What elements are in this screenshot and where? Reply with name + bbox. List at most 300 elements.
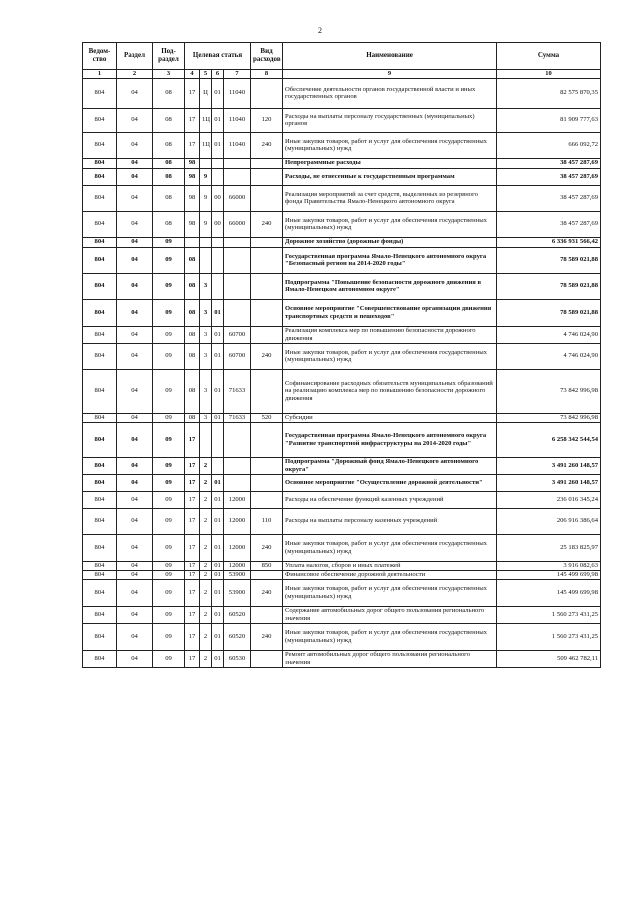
razdel-cell: 04 — [117, 623, 153, 650]
tselevaya-part4-cell: 53900 — [224, 579, 251, 606]
column-number: 2 — [117, 70, 153, 79]
razdel-cell: 04 — [117, 650, 153, 667]
naimenovanie-cell: Расходы на обеспечение функций казенных учреждений — [283, 491, 497, 508]
tselevaya-part3-cell: 01 — [212, 132, 224, 158]
tselevaya-part4-cell: 60700 — [224, 326, 251, 343]
tselevaya-part1-cell: 98 — [185, 168, 200, 185]
vedomstvo-cell: 804 — [83, 343, 117, 369]
vedomstvo-cell: 804 — [83, 491, 117, 508]
podrazdel-cell: 08 — [153, 108, 185, 132]
naimenovanie-cell: Обеспечение деятельности органов государственной власти и иных государственных органов — [283, 78, 497, 108]
vid-raskhodov-cell — [251, 247, 283, 273]
tselevaya-part2-cell: 9 — [200, 168, 212, 185]
table-row — [83, 561, 601, 570]
razdel-cell: 04 — [117, 579, 153, 606]
tselevaya-part2-cell: 3 — [200, 299, 212, 326]
vid-raskhodov-cell: 240 — [251, 132, 283, 158]
table-row — [83, 132, 601, 158]
vid-raskhodov-cell: 240 — [251, 579, 283, 606]
vid-raskhodov-cell — [251, 185, 283, 211]
table-row — [83, 369, 601, 413]
column-number: 3 — [153, 70, 185, 79]
razdel-cell: 04 — [117, 237, 153, 247]
vid-raskhodov-cell — [251, 650, 283, 667]
vid-raskhodov-cell — [251, 606, 283, 623]
podrazdel-cell: 09 — [153, 650, 185, 667]
naimenovanie-cell: Расходы на выплаты персоналу государственных (муниципальных) органов — [283, 108, 497, 132]
column-number: 10 — [497, 70, 601, 79]
naimenovanie-cell: Иные закупки товаров, работ и услуг для обеспечения государственных (муниципальных) нужд — [283, 343, 497, 369]
tselevaya-part4-cell: 66000 — [224, 185, 251, 211]
tselevaya-part2-cell: 2 — [200, 579, 212, 606]
tselevaya-part2-cell: 1Ц — [200, 132, 212, 158]
summa-cell: 145 499 699,98 — [497, 579, 601, 606]
razdel-cell: 04 — [117, 606, 153, 623]
vedomstvo-cell: 804 — [83, 508, 117, 534]
tselevaya-part1-cell: 98 — [185, 185, 200, 211]
vedomstvo-cell: 804 — [83, 273, 117, 299]
tselevaya-part3-cell: 01 — [212, 579, 224, 606]
column-number: 1 — [83, 70, 117, 79]
naimenovanie-cell: Иные закупки товаров, работ и услуг для обеспечения государственных (муниципальных) нужд — [283, 623, 497, 650]
summa-cell: 81 909 777,63 — [497, 108, 601, 132]
vid-raskhodov-cell: 240 — [251, 343, 283, 369]
tselevaya-part3-cell: 01 — [212, 508, 224, 534]
tselevaya-part2-cell: 2 — [200, 561, 212, 570]
tselevaya-part1-cell: 17 — [185, 570, 200, 579]
podrazdel-cell: 09 — [153, 247, 185, 273]
budget-table — [82, 42, 601, 668]
table-row — [83, 650, 601, 667]
naimenovanie-cell: Подпрограмма "Повышение безопасности дорожного движения в Ямало-Ненецком автономном округе" — [283, 273, 497, 299]
tselevaya-part3-cell: 01 — [212, 570, 224, 579]
naimenovanie-cell: Субсидии — [283, 413, 497, 422]
razdel-cell: 04 — [117, 158, 153, 168]
tselevaya-part4-cell: 66000 — [224, 211, 251, 237]
podrazdel-cell: 09 — [153, 623, 185, 650]
summa-cell: 38 457 287,69 — [497, 185, 601, 211]
podrazdel-cell: 08 — [153, 168, 185, 185]
naimenovanie-cell: Содержание автомобильных дорог общего пользования регионального значения — [283, 606, 497, 623]
tselevaya-part4-cell: 53900 — [224, 570, 251, 579]
tselevaya-part1-cell: 17 — [185, 650, 200, 667]
tselevaya-part4-cell — [224, 237, 251, 247]
naimenovanie-cell: Софинансирование расходных обязательств муниципальных образований на реализацию комплекса мер по повышению безопасности дорожного движения — [283, 369, 497, 413]
tselevaya-part1-cell: 17 — [185, 561, 200, 570]
razdel-cell: 04 — [117, 422, 153, 457]
table-row — [83, 343, 601, 369]
summa-cell: 78 589 021,88 — [497, 247, 601, 273]
naimenovanie-cell: Иные закупки товаров, работ и услуг для обеспечения государственных (муниципальных) нужд — [283, 579, 497, 606]
tselevaya-part2-cell: 2 — [200, 650, 212, 667]
tselevaya-part2-cell: 3 — [200, 326, 212, 343]
podrazdel-cell: 09 — [153, 534, 185, 561]
summa-cell: 1 560 273 431,25 — [497, 606, 601, 623]
tselevaya-part1-cell: 08 — [185, 299, 200, 326]
tselevaya-part2-cell — [200, 422, 212, 457]
tselevaya-part3-cell — [212, 168, 224, 185]
header-razdel: Раздел — [117, 43, 153, 70]
tselevaya-part4-cell: 60530 — [224, 650, 251, 667]
tselevaya-part3-cell: 01 — [212, 650, 224, 667]
tselevaya-part1-cell: 17 — [185, 132, 200, 158]
tselevaya-part3-cell: 01 — [212, 326, 224, 343]
tselevaya-part2-cell: 3 — [200, 369, 212, 413]
tselevaya-part3-cell — [212, 457, 224, 474]
tselevaya-part4-cell: 11040 — [224, 132, 251, 158]
table-row — [83, 623, 601, 650]
tselevaya-part3-cell: 01 — [212, 561, 224, 570]
tselevaya-part4-cell — [224, 247, 251, 273]
vid-raskhodov-cell: 240 — [251, 534, 283, 561]
tselevaya-part2-cell: 2 — [200, 474, 212, 491]
naimenovanie-cell: Уплата налогов, сборов и иных платежей — [283, 561, 497, 570]
tselevaya-part1-cell: 98 — [185, 211, 200, 237]
tselevaya-part1-cell: 17 — [185, 534, 200, 561]
tselevaya-part3-cell: 01 — [212, 623, 224, 650]
tselevaya-part4-cell: 12000 — [224, 561, 251, 570]
tselevaya-part2-cell: 3 — [200, 273, 212, 299]
vedomstvo-cell: 804 — [83, 158, 117, 168]
column-number: 9 — [283, 70, 497, 79]
summa-cell: 25 183 825,97 — [497, 534, 601, 561]
tselevaya-part1-cell: 08 — [185, 343, 200, 369]
tselevaya-part1-cell: 08 — [185, 413, 200, 422]
razdel-cell: 04 — [117, 491, 153, 508]
podrazdel-cell: 09 — [153, 579, 185, 606]
razdel-cell: 04 — [117, 326, 153, 343]
table-row — [83, 247, 601, 273]
table-row — [83, 158, 601, 168]
summa-cell: 509 462 782,11 — [497, 650, 601, 667]
table-header-row — [83, 43, 601, 70]
tselevaya-part3-cell: 01 — [212, 491, 224, 508]
tselevaya-part1-cell: 17 — [185, 457, 200, 474]
naimenovanie-cell: Финансовое обеспечение дорожной деятельности — [283, 570, 497, 579]
tselevaya-part4-cell: 11040 — [224, 108, 251, 132]
table-row — [83, 185, 601, 211]
table-row — [83, 299, 601, 326]
razdel-cell: 04 — [117, 247, 153, 273]
column-number: 7 — [224, 70, 251, 79]
razdel-cell: 04 — [117, 211, 153, 237]
tselevaya-part3-cell — [212, 422, 224, 457]
naimenovanie-cell: Расходы на выплаты персоналу казенных учреждений — [283, 508, 497, 534]
tselevaya-part3-cell: 00 — [212, 185, 224, 211]
razdel-cell: 04 — [117, 78, 153, 108]
podrazdel-cell: 08 — [153, 132, 185, 158]
summa-cell: 78 589 021,88 — [497, 273, 601, 299]
tselevaya-part3-cell — [212, 237, 224, 247]
table-row — [83, 237, 601, 247]
summa-cell: 73 842 996,98 — [497, 369, 601, 413]
vedomstvo-cell: 804 — [83, 534, 117, 561]
podrazdel-cell: 09 — [153, 343, 185, 369]
tselevaya-part3-cell: 01 — [212, 369, 224, 413]
tselevaya-part4-cell: 71633 — [224, 369, 251, 413]
vedomstvo-cell: 804 — [83, 132, 117, 158]
table-row — [83, 273, 601, 299]
summa-cell: 666 092,72 — [497, 132, 601, 158]
summa-cell: 145 499 699,98 — [497, 570, 601, 579]
tselevaya-part2-cell — [200, 158, 212, 168]
podrazdel-cell: 09 — [153, 273, 185, 299]
naimenovanie-cell: Подпрограмма "Дорожный фонд Ямало-Ненецкого автономного округа" — [283, 457, 497, 474]
vid-raskhodov-cell: 850 — [251, 561, 283, 570]
razdel-cell: 04 — [117, 185, 153, 211]
table-row — [83, 491, 601, 508]
vedomstvo-cell: 804 — [83, 413, 117, 422]
tselevaya-part3-cell: 01 — [212, 534, 224, 561]
column-number: 6 — [212, 70, 224, 79]
razdel-cell: 04 — [117, 570, 153, 579]
vid-raskhodov-cell — [251, 457, 283, 474]
tselevaya-part3-cell: 01 — [212, 343, 224, 369]
tselevaya-part2-cell: 9 — [200, 211, 212, 237]
naimenovanie-cell: Реализация мероприятий за счет средств, выделенных из резервного фонда Правительства Ямало-Ненецкого автономного округа — [283, 185, 497, 211]
table-row — [83, 534, 601, 561]
vid-raskhodov-cell: 110 — [251, 508, 283, 534]
tselevaya-part1-cell: 17 — [185, 508, 200, 534]
tselevaya-part3-cell — [212, 247, 224, 273]
summa-cell: 3 916 082,63 — [497, 561, 601, 570]
naimenovanie-cell: Ремонт автомобильных дорог общего пользования регионального значения — [283, 650, 497, 667]
table-row — [83, 108, 601, 132]
tselevaya-part4-cell — [224, 422, 251, 457]
column-number: 8 — [251, 70, 283, 79]
podrazdel-cell: 09 — [153, 422, 185, 457]
tselevaya-part4-cell: 60700 — [224, 343, 251, 369]
tselevaya-part1-cell: 17 — [185, 491, 200, 508]
tselevaya-part4-cell — [224, 457, 251, 474]
tselevaya-part4-cell — [224, 299, 251, 326]
tselevaya-part3-cell: 01 — [212, 606, 224, 623]
podrazdel-cell: 09 — [153, 369, 185, 413]
tselevaya-part3-cell: 01 — [212, 413, 224, 422]
tselevaya-part2-cell: 3 — [200, 343, 212, 369]
vedomstvo-cell: 804 — [83, 211, 117, 237]
tselevaya-part4-cell: 12000 — [224, 508, 251, 534]
razdel-cell: 04 — [117, 457, 153, 474]
naimenovanie-cell: Дорожное хозяйство (дорожные фонды) — [283, 237, 497, 247]
razdel-cell: 04 — [117, 474, 153, 491]
tselevaya-part1-cell: 08 — [185, 273, 200, 299]
vedomstvo-cell: 804 — [83, 570, 117, 579]
naimenovanie-cell: Основное мероприятие "Совершенствование организации движения транспортных средств и пешеходов" — [283, 299, 497, 326]
podrazdel-cell: 09 — [153, 491, 185, 508]
vid-raskhodov-cell — [251, 422, 283, 457]
tselevaya-part3-cell: 01 — [212, 299, 224, 326]
vedomstvo-cell: 804 — [83, 474, 117, 491]
header-podrazdel: Под-раздел — [153, 43, 185, 70]
tselevaya-part2-cell: 2 — [200, 623, 212, 650]
tselevaya-part4-cell: 60520 — [224, 623, 251, 650]
vedomstvo-cell: 804 — [83, 623, 117, 650]
tselevaya-part2-cell: 2 — [200, 457, 212, 474]
podrazdel-cell: 09 — [153, 413, 185, 422]
tselevaya-part4-cell — [224, 168, 251, 185]
tselevaya-part3-cell — [212, 273, 224, 299]
naimenovanie-cell: Иные закупки товаров, работ и услуг для обеспечения государственных (муниципальных) нужд — [283, 132, 497, 158]
tselevaya-part2-cell: 2 — [200, 606, 212, 623]
vedomstvo-cell: 804 — [83, 78, 117, 108]
vedomstvo-cell: 804 — [83, 457, 117, 474]
naimenovanie-cell: Реализация комплекса мер по повышению безопасности дорожного движения — [283, 326, 497, 343]
vid-raskhodov-cell — [251, 273, 283, 299]
vedomstvo-cell: 804 — [83, 185, 117, 211]
summa-cell: 6 336 931 566,42 — [497, 237, 601, 247]
razdel-cell: 04 — [117, 561, 153, 570]
naimenovanie-cell: Расходы, не отнесенные к государственным программам — [283, 168, 497, 185]
tselevaya-part4-cell — [224, 474, 251, 491]
vid-raskhodov-cell — [251, 237, 283, 247]
tselevaya-part1-cell: 17 — [185, 474, 200, 491]
summa-cell: 1 560 273 431,25 — [497, 623, 601, 650]
razdel-cell: 04 — [117, 168, 153, 185]
naimenovanie-cell: Непрограммные расходы — [283, 158, 497, 168]
tselevaya-part4-cell — [224, 158, 251, 168]
summa-cell: 73 842 996,98 — [497, 413, 601, 422]
header-summa: Сумма — [497, 43, 601, 70]
razdel-cell: 04 — [117, 534, 153, 561]
tselevaya-part1-cell: 17 — [185, 422, 200, 457]
summa-cell: 38 457 287,69 — [497, 158, 601, 168]
tselevaya-part2-cell: 3 — [200, 413, 212, 422]
vid-raskhodov-cell: 240 — [251, 211, 283, 237]
header-naimenovanie: Наименование — [283, 43, 497, 70]
table-row — [83, 579, 601, 606]
vid-raskhodov-cell — [251, 78, 283, 108]
vid-raskhodov-cell — [251, 570, 283, 579]
razdel-cell: 04 — [117, 508, 153, 534]
summa-cell: 236 016 345,24 — [497, 491, 601, 508]
tselevaya-part3-cell: 00 — [212, 211, 224, 237]
table-row — [83, 508, 601, 534]
podrazdel-cell: 09 — [153, 237, 185, 247]
summa-cell: 38 457 287,69 — [497, 211, 601, 237]
vedomstvo-cell: 804 — [83, 606, 117, 623]
vid-raskhodov-cell — [251, 168, 283, 185]
vid-raskhodov-cell — [251, 491, 283, 508]
tselevaya-part4-cell: 71633 — [224, 413, 251, 422]
vid-raskhodov-cell: 520 — [251, 413, 283, 422]
tselevaya-part4-cell: 60520 — [224, 606, 251, 623]
vedomstvo-cell: 804 — [83, 579, 117, 606]
page-number: 2 — [318, 26, 322, 35]
podrazdel-cell: 09 — [153, 457, 185, 474]
vid-raskhodov-cell — [251, 299, 283, 326]
tselevaya-part1-cell: 17 — [185, 579, 200, 606]
header-tselevaya-statya: Целевая статья — [185, 43, 251, 70]
table-row — [83, 211, 601, 237]
vedomstvo-cell: 804 — [83, 326, 117, 343]
tselevaya-part1-cell: 17 — [185, 78, 200, 108]
razdel-cell: 04 — [117, 108, 153, 132]
tselevaya-part1-cell — [185, 237, 200, 247]
table-row — [83, 474, 601, 491]
tselevaya-part1-cell: 08 — [185, 247, 200, 273]
table-row — [83, 326, 601, 343]
table-row — [83, 457, 601, 474]
tselevaya-part2-cell: 2 — [200, 508, 212, 534]
tselevaya-part4-cell: 12000 — [224, 491, 251, 508]
podrazdel-cell: 08 — [153, 211, 185, 237]
vedomstvo-cell: 804 — [83, 108, 117, 132]
vedomstvo-cell: 804 — [83, 247, 117, 273]
podrazdel-cell: 09 — [153, 474, 185, 491]
vedomstvo-cell: 804 — [83, 369, 117, 413]
table-row — [83, 168, 601, 185]
summa-cell: 6 258 342 544,54 — [497, 422, 601, 457]
summa-cell: 82 575 870,35 — [497, 78, 601, 108]
razdel-cell: 04 — [117, 369, 153, 413]
tselevaya-part2-cell: 2 — [200, 491, 212, 508]
naimenovanie-cell: Иные закупки товаров, работ и услуг для обеспечения государственных (муниципальных) нужд — [283, 211, 497, 237]
podrazdel-cell: 09 — [153, 570, 185, 579]
naimenovanie-cell: Иные закупки товаров, работ и услуг для обеспечения государственных (муниципальных) нужд — [283, 534, 497, 561]
summa-cell: 38 457 287,69 — [497, 168, 601, 185]
tselevaya-part2-cell — [200, 237, 212, 247]
vedomstvo-cell: 804 — [83, 561, 117, 570]
naimenovanie-cell: Основное мероприятие "Осуществление дорожной деятельности" — [283, 474, 497, 491]
tselevaya-part4-cell — [224, 273, 251, 299]
tselevaya-part4-cell: 12000 — [224, 534, 251, 561]
tselevaya-part4-cell: 11040 — [224, 78, 251, 108]
tselevaya-part2-cell: 2 — [200, 570, 212, 579]
podrazdel-cell: 09 — [153, 299, 185, 326]
podrazdel-cell: 09 — [153, 508, 185, 534]
vedomstvo-cell: 804 — [83, 422, 117, 457]
summa-cell: 4 746 024,90 — [497, 326, 601, 343]
tselevaya-part1-cell: 17 — [185, 606, 200, 623]
vid-raskhodov-cell: 120 — [251, 108, 283, 132]
summa-cell: 206 916 386,64 — [497, 508, 601, 534]
podrazdel-cell: 09 — [153, 606, 185, 623]
tselevaya-part3-cell: 01 — [212, 78, 224, 108]
tselevaya-part2-cell: 2 — [200, 534, 212, 561]
tselevaya-part1-cell: 98 — [185, 158, 200, 168]
tselevaya-part2-cell: 9 — [200, 185, 212, 211]
header-vid-raskhodov: Вид расходов — [251, 43, 283, 70]
summa-cell: 3 491 260 148,57 — [497, 457, 601, 474]
tselevaya-part3-cell — [212, 158, 224, 168]
podrazdel-cell: 08 — [153, 158, 185, 168]
table-row — [83, 570, 601, 579]
column-number: 4 — [185, 70, 200, 79]
razdel-cell: 04 — [117, 132, 153, 158]
tselevaya-part2-cell: Ц — [200, 78, 212, 108]
vedomstvo-cell: 804 — [83, 168, 117, 185]
column-number-row — [83, 70, 601, 79]
razdel-cell: 04 — [117, 299, 153, 326]
vid-raskhodov-cell — [251, 369, 283, 413]
vedomstvo-cell: 804 — [83, 299, 117, 326]
summa-cell: 3 491 260 148,57 — [497, 474, 601, 491]
table-row — [83, 606, 601, 623]
vid-raskhodov-cell — [251, 158, 283, 168]
vedomstvo-cell: 804 — [83, 650, 117, 667]
summa-cell: 78 589 021,88 — [497, 299, 601, 326]
vid-raskhodov-cell — [251, 474, 283, 491]
tselevaya-part3-cell: 01 — [212, 108, 224, 132]
tselevaya-part1-cell: 17 — [185, 623, 200, 650]
podrazdel-cell: 09 — [153, 326, 185, 343]
summa-cell: 4 746 024,90 — [497, 343, 601, 369]
naimenovanie-cell: Государственная программа Ямало-Ненецкого автономного округа "Развитие транспортной инфраструктуры на 2014-2020 годы" — [283, 422, 497, 457]
tselevaya-part1-cell: 08 — [185, 369, 200, 413]
table-row — [83, 78, 601, 108]
table-row — [83, 422, 601, 457]
